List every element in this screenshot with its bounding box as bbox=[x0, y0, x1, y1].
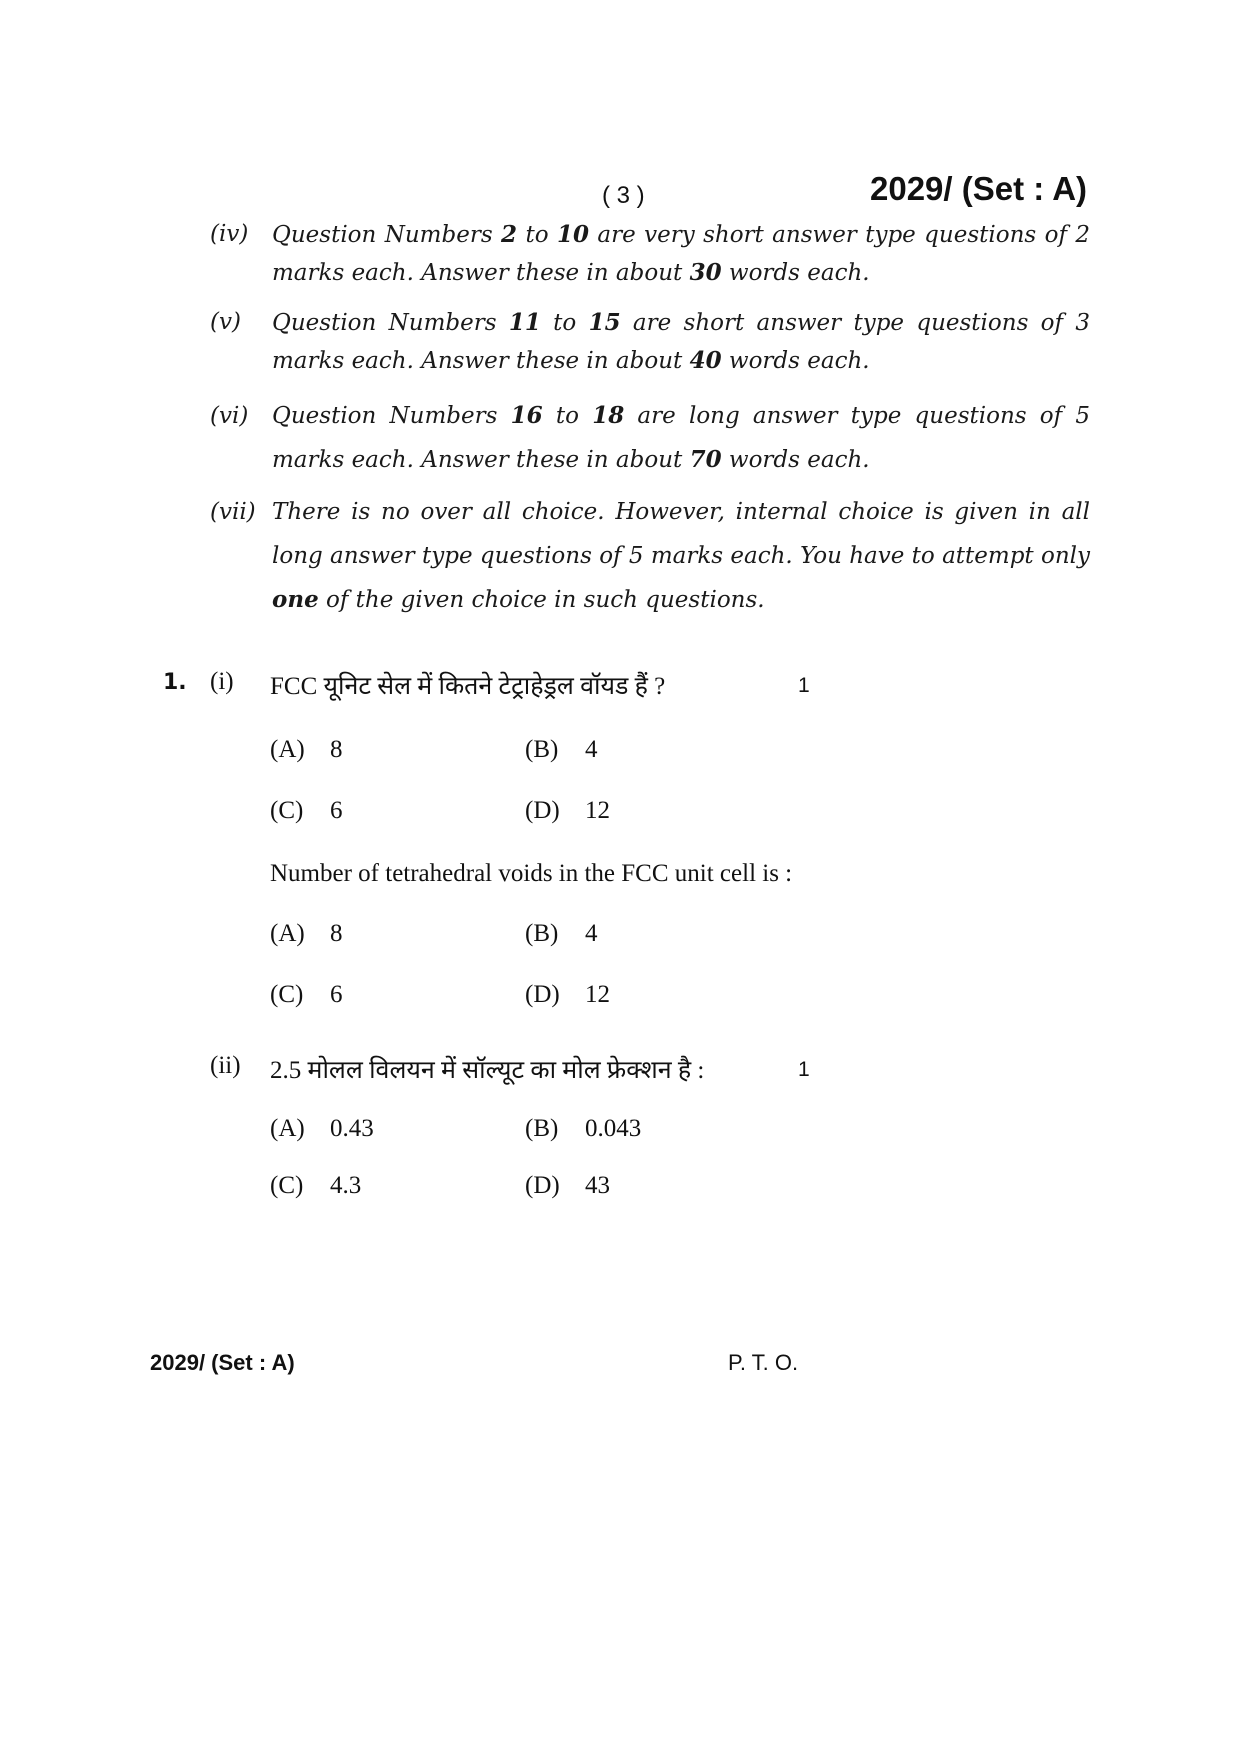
option-d: (D) 12 bbox=[525, 797, 610, 824]
question-text-hindi: FCC यूनिट सेल में कितने टेट्राहेड्रल वॉयड हैं ? bbox=[270, 673, 666, 700]
instruction-number: (v) bbox=[210, 309, 241, 335]
marks: 1 bbox=[798, 674, 810, 697]
sub-question-label: (i) bbox=[210, 668, 234, 695]
instruction-number: (iv) bbox=[210, 221, 249, 247]
paper-code: 2029/ (Set : A) bbox=[870, 170, 1088, 207]
instruction-iv bbox=[210, 216, 1090, 296]
footer-paper-code: 2029/ (Set : A) bbox=[150, 1350, 295, 1375]
question-number: 1. bbox=[163, 670, 187, 695]
option-c: (C) 6 bbox=[270, 981, 343, 1008]
instruction-text: Question Numbers 16 to 18 are long answer type questions of 5 marks each. Answer these in about 70 words each. bbox=[272, 402, 1090, 473]
option-d: (D) 12 bbox=[525, 981, 610, 1008]
instruction-number: (vi) bbox=[210, 403, 249, 429]
option-d: (D) 43 bbox=[525, 1172, 610, 1199]
instruction-text: There is no over all choice. However, internal choice is given in all long answer type questions of 5 marks each. You have to attempt only one of the given choice in such questions. bbox=[272, 499, 1090, 613]
footer-pto: P. T. O. bbox=[728, 1350, 799, 1375]
instruction-text: Question Numbers 11 to 15 are short answer type questions of 3 marks each. Answer these in about 40 words each. bbox=[272, 309, 1090, 374]
option-b: (B) 4 bbox=[525, 736, 598, 763]
option-b: (B) 0.043 bbox=[525, 1115, 642, 1142]
instruction-number: (vii) bbox=[210, 499, 256, 525]
instruction-vii bbox=[210, 490, 1090, 624]
option-b: (B) 4 bbox=[525, 920, 598, 947]
instruction-v bbox=[210, 304, 1090, 384]
page-number: ( 3 ) bbox=[602, 182, 645, 209]
option-c: (C) 6 bbox=[270, 797, 343, 824]
sub-question-label: (ii) bbox=[210, 1052, 241, 1079]
instruction-text: Question Numbers 2 to 10 are very short answer type questions of 2 marks each. Answer these in about 30 words each. bbox=[272, 221, 1090, 286]
question-text-hindi: 2.5 मोलल विलयन में सॉल्यूट का मोल फ्रेक्शन है : bbox=[270, 1057, 705, 1084]
option-a: (A) 8 bbox=[270, 920, 343, 947]
option-c: (C) 4.3 bbox=[270, 1172, 362, 1199]
option-a: (A) 0.43 bbox=[270, 1115, 374, 1142]
option-a: (A) 8 bbox=[270, 736, 343, 763]
marks: 1 bbox=[798, 1058, 810, 1081]
instruction-vi bbox=[210, 394, 1090, 484]
question-text-english: Number of tetrahedral voids in the FCC unit cell is : bbox=[270, 860, 793, 887]
